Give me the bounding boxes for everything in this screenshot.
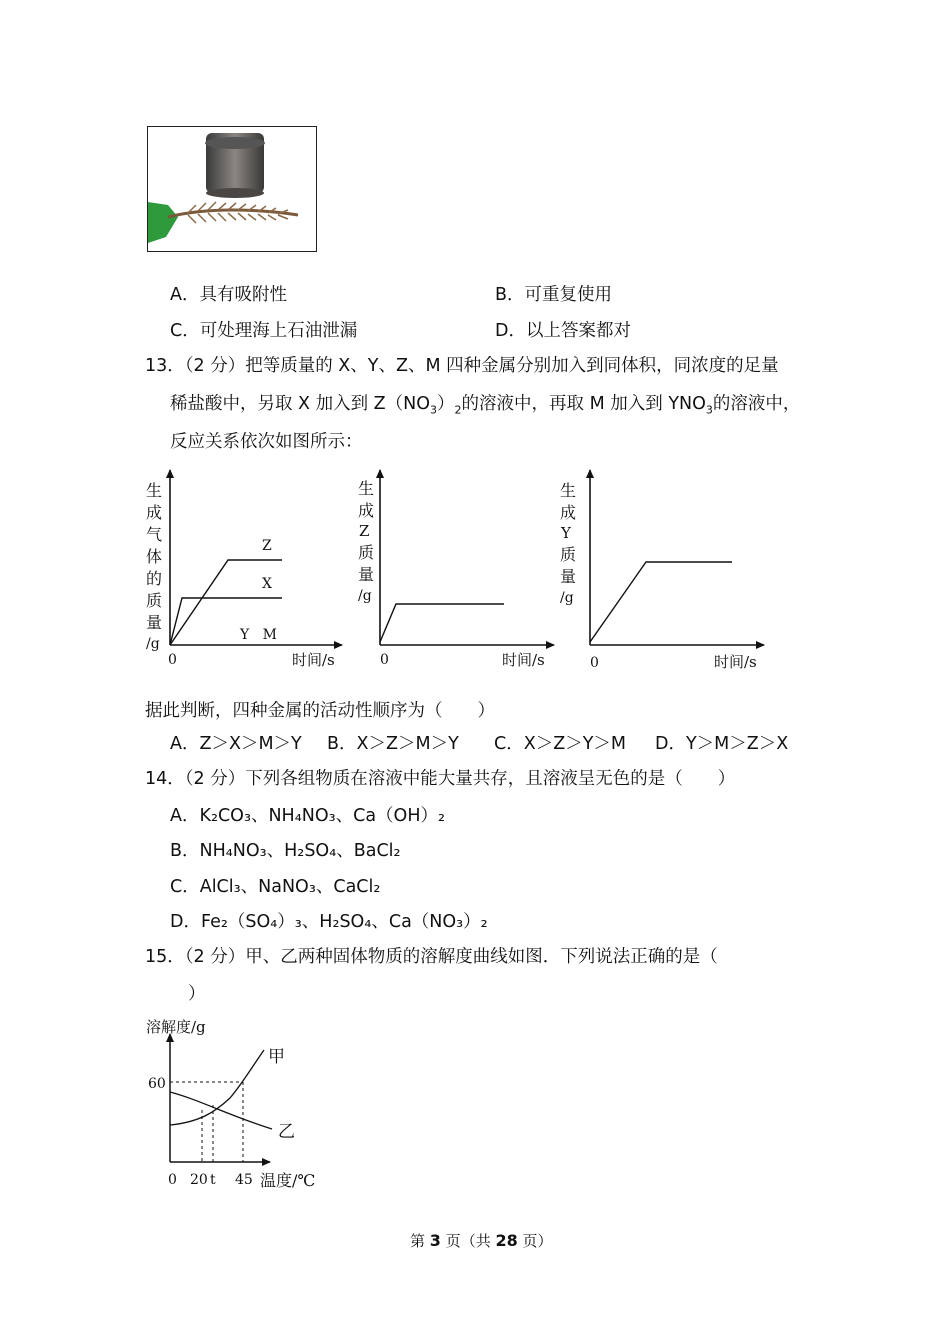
q13-g3-ylabel-2: 成 [560, 503, 577, 522]
q13-option-c: C．X＞Z＞Y＞M [494, 734, 626, 754]
q15-stem-line2: ） [188, 984, 206, 1004]
q13-graph-3 [560, 470, 764, 671]
q13-g1-ylabel-7: 量 [146, 613, 163, 632]
q13-option-b: B．X＞Z＞M＞Y [327, 734, 459, 754]
q13-g3-ylabel-1: 生 [560, 481, 577, 500]
q14-option-d: D．Fe₂（SO₄）₃、H₂SO₄、Ca（NO₃）₂ [170, 912, 488, 932]
q13-graph-2 [358, 470, 554, 669]
q13-g2-ylabel-1: 生 [358, 479, 375, 498]
q15-curve-jia [170, 1050, 264, 1125]
footer-total-pages: 28 [495, 1231, 518, 1250]
q13-g1-ylabel-2: 成 [146, 503, 163, 522]
q12-option-c: C．可处理海上石油泄漏 [170, 321, 358, 341]
q13-graphs [140, 462, 780, 677]
q13-g1-origin: 0 [168, 652, 177, 668]
q15-ylabel: 溶解度/g [146, 1018, 206, 1036]
q15-curve-yi [170, 1092, 272, 1129]
q13-g2-origin: 0 [380, 652, 389, 668]
q13-g2-ylabel-3: Z [359, 522, 370, 540]
q13-g1-ylabel-4: 体 [146, 547, 163, 566]
q13-g3-ylabel-6: /g [560, 590, 574, 606]
q14-option-c: C．AlCl₃、NaNO₃、CaCl₂ [170, 877, 381, 897]
q13-g3-ylabel-5: 量 [560, 567, 577, 586]
q13-option-d: D．Y＞M＞Z＞X [655, 734, 789, 754]
q13-g3-ylabel-3: Y [561, 524, 571, 542]
q13-g2-ylabel-6: /g [358, 588, 372, 604]
q13-g1-ylabel-1: 生 [146, 481, 163, 500]
q13-graph-1 [146, 470, 342, 669]
q13-g1-ylabel-3: 气 [146, 525, 163, 544]
q15-x-20: 20 [190, 1172, 208, 1188]
q13-g1-ylabel-8: /g [146, 636, 160, 652]
q13-g2-ylabel-5: 量 [358, 565, 375, 584]
q13-g1-label-z: Z [262, 538, 272, 554]
q13-g1-ylabel-6: 质 [146, 591, 163, 610]
q13-judge: 据此判断，四种金属的活动性顺序为（ ） [145, 701, 495, 721]
q14-option-b: B．NH₄NO₃、H₂SO₄、BaCl₂ [170, 841, 401, 861]
q15-solubility-graph [140, 1012, 330, 1197]
q15-y60-label: 60 [148, 1076, 166, 1092]
q13-g1-xlabel: 时间/s [292, 651, 335, 669]
q13-g2-ylabel-4: 质 [358, 543, 375, 562]
q13-g1-label-x: X [262, 576, 272, 592]
q13-stem-line2: 稀盐酸中，另取 X 加入到 $Z(NO_3)_2$的溶液中，再取 M 加入到 $YNO_3$的溶液中， [170, 394, 801, 417]
q15-x-0: 0 [168, 1172, 177, 1188]
q13-g2-ylabel-2: 成 [358, 501, 375, 520]
q14-stem: 14．（2 分）下列各组物质在溶液中能大量共存，且溶液呈无色的是（ ） [145, 769, 736, 789]
q13-g3-xlabel: 时间/s [714, 653, 757, 671]
q13-g2-curve [380, 604, 504, 642]
q12-option-d: D．以上答案都对 [495, 321, 631, 341]
q12-option-b: B．可重复使用 [495, 285, 613, 305]
q13-stem-line1: 13．（2 分）把等质量的 X、Y、Z、M 四种金属分别加入到同体积，同浓度的足量 [145, 356, 779, 376]
q15-stem-line1: 15．（2 分）甲、乙两种固体物质的溶解度曲线如图．下列说法正确的是（ [145, 947, 718, 967]
footer-page-number: 3 [429, 1231, 441, 1250]
q13-option-a: A．Z＞X＞M＞Y [170, 734, 302, 754]
q14-option-a: A．K₂CO₃、NH₄NO₃、Ca（OH）₂ [170, 806, 446, 826]
q12-option-a: A．具有吸附性 [170, 285, 287, 305]
q15-x-45: 45 [235, 1172, 253, 1188]
q15-x-t: t [210, 1172, 216, 1188]
q13-g1-ylabel-5: 的 [146, 569, 163, 588]
q13-g3-ylabel-4: 质 [560, 545, 577, 564]
q13-g3-curve [590, 562, 732, 642]
q15-xlabel: 温度/℃ [260, 1171, 316, 1190]
q13-g1-label-ym: Y M [240, 627, 277, 643]
question-12-photo [147, 126, 317, 252]
q13-g2-xlabel: 时间/s [502, 651, 545, 669]
q15-label-jia: 甲 [268, 1047, 285, 1067]
q15-label-yi: 乙 [278, 1122, 295, 1142]
q13-stem-line3: 反应关系依次如图所示： [170, 432, 363, 452]
page-footer: 第 3 页（共 28 页） [410, 1231, 553, 1250]
q13-g3-origin: 0 [590, 655, 599, 671]
